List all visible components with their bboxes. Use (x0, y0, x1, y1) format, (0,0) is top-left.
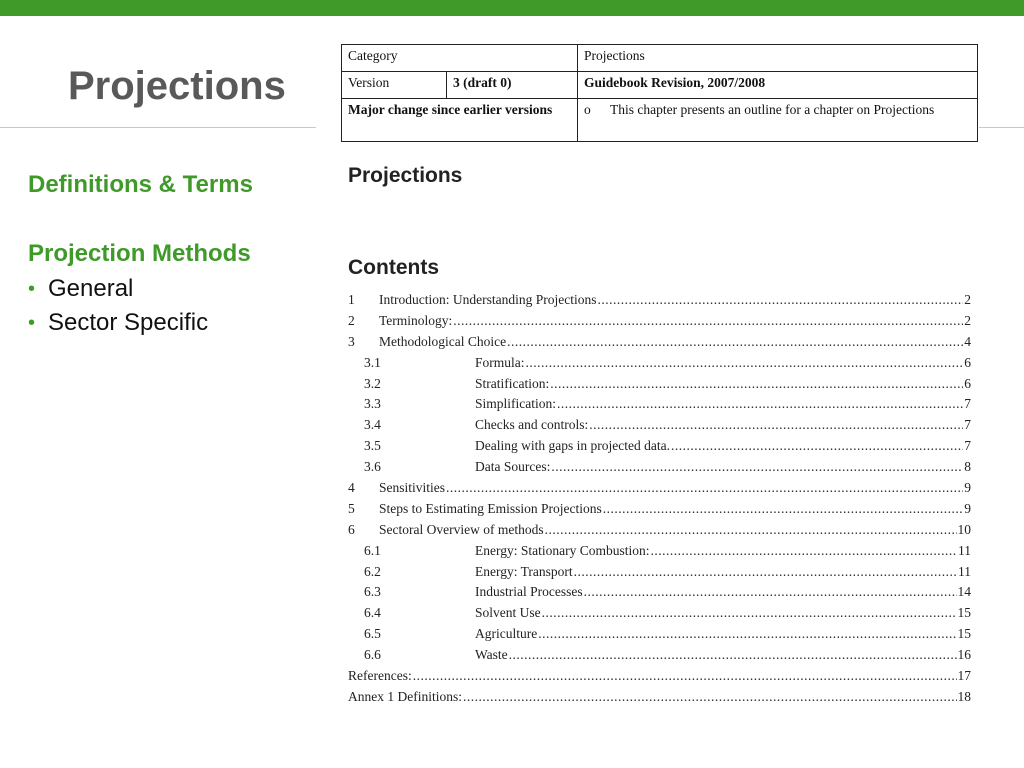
toc-entry (348, 438, 971, 459)
toc-page-number: 7 (964, 438, 971, 454)
toc-entry (348, 417, 971, 438)
table-row (342, 72, 978, 99)
toc-leader-dots (463, 689, 957, 705)
toc-entry (348, 396, 971, 417)
document-title: Projections (348, 164, 463, 187)
toc-label: Methodological Choice (379, 333, 507, 349)
toc-entry (348, 564, 971, 585)
projection-methods-heading: Projection Methods (28, 240, 251, 267)
toc-label: Industrial Processes (475, 584, 583, 600)
toc-page-number: 10 (957, 521, 971, 537)
toc-number: 6.1 (364, 542, 381, 558)
toc-number: 3 (348, 333, 355, 349)
toc-entry (348, 355, 971, 376)
toc-entry (348, 668, 971, 689)
toc-label: Annex 1 Definitions: (348, 688, 462, 704)
toc-leader-dots (542, 605, 957, 621)
toc-number: 2 (348, 312, 355, 328)
toc-number: 6.5 (364, 626, 381, 642)
bullet-item: • General (28, 272, 328, 306)
toc-page-number: 6 (964, 375, 971, 391)
toc-label: Terminology: (379, 312, 453, 328)
methods-bullet-list (28, 272, 328, 340)
toc-page-number: 2 (964, 292, 971, 307)
toc-label: Energy: Transport (475, 563, 573, 579)
toc-page-number: 4 (964, 333, 971, 349)
toc-leader-dots (551, 459, 963, 475)
toc-label: Simplification: (475, 396, 556, 412)
category-value: Projections (578, 45, 978, 72)
toc-leader-dots (651, 543, 958, 559)
toc-entry (348, 376, 971, 397)
toc-page-number: 11 (958, 563, 971, 579)
toc-number: 3.5 (364, 438, 381, 454)
toc-page-number: 7 (964, 417, 971, 433)
toc-page-number: 7 (964, 396, 971, 412)
toc-entry (348, 543, 971, 564)
toc-leader-dots (557, 396, 963, 412)
toc-page-number: 6 (964, 354, 971, 370)
toc-page-number: 16 (957, 647, 971, 663)
toc-leader-dots (538, 626, 956, 642)
toc-entry (348, 313, 971, 334)
toc-page-number: 2 (964, 312, 971, 328)
toc-leader-dots (603, 501, 964, 517)
toc-leader-dots (509, 647, 957, 663)
toc-page-number: 18 (957, 688, 971, 704)
toc-leader-dots (453, 313, 963, 329)
toc-label: Data Sources: (475, 459, 551, 475)
toc-label: Checks and controls: (475, 417, 589, 433)
toc-label: Sectoral Overview of methods (379, 521, 544, 537)
toc-entry (348, 689, 971, 710)
toc-number: 6.6 (364, 647, 381, 663)
toc-leader-dots (550, 376, 963, 392)
toc-number: 1 (348, 292, 355, 307)
toc-label: Solvent Use (475, 605, 541, 621)
toc-entry (348, 584, 971, 605)
toc-label: Dealing with gaps in projected data. (475, 438, 670, 454)
toc-leader-dots (589, 417, 963, 433)
bullet-dot-icon: • (28, 278, 36, 300)
toc-entry (348, 459, 971, 480)
revision-value: Guidebook Revision, 2007/2008 (578, 72, 978, 99)
table-row (342, 45, 978, 72)
toc-leader-dots (507, 334, 963, 350)
toc-leader-dots (526, 355, 964, 371)
toc-label: Energy: Stationary Combustion: (475, 542, 650, 558)
toc-entry (348, 605, 971, 626)
toc-label: Waste (475, 647, 508, 663)
change-label: Major change since earlier versions (342, 99, 578, 142)
bullet-item: • Sector Specific (28, 306, 328, 340)
version-label: Version (342, 72, 447, 99)
toc-number: 6.4 (364, 605, 381, 621)
toc-entry (348, 334, 971, 355)
toc-page-number: 15 (957, 626, 971, 642)
contents-heading: Contents (348, 256, 439, 279)
toc-entry (348, 292, 971, 313)
toc-number: 3.6 (364, 459, 381, 475)
definitions-heading: Definitions & Terms (28, 171, 253, 198)
toc-label: Agriculture (475, 626, 538, 642)
toc-label: Formula: (475, 354, 525, 370)
toc-leader-dots (597, 292, 963, 308)
toc-entry (348, 522, 971, 543)
table-row (342, 99, 978, 142)
toc-label: Steps to Estimating Emission Projections (379, 500, 602, 516)
toc-entry (348, 626, 971, 647)
toc-entry (348, 501, 971, 522)
toc-leader-dots (545, 522, 957, 538)
toc-page-number: 14 (957, 584, 971, 600)
change-cell (578, 99, 978, 142)
toc-label: References: (348, 668, 412, 684)
slide-title: Projections (68, 64, 286, 108)
toc-page-number: 9 (964, 500, 971, 516)
toc-label: Introduction: Understanding Projections (379, 292, 597, 307)
category-label: Category (342, 45, 578, 72)
toc-number: 6 (348, 521, 355, 537)
title-divider-right (978, 127, 1024, 128)
toc-entry (348, 480, 971, 501)
table-of-contents (348, 292, 971, 710)
left-column (28, 170, 328, 340)
bullet-dot-icon: • (28, 312, 36, 334)
toc-number: 5 (348, 500, 355, 516)
toc-leader-dots (413, 668, 957, 684)
toc-number: 6.2 (364, 563, 381, 579)
toc-number: 3.1 (364, 354, 381, 370)
change-marker: o (584, 102, 591, 117)
toc-label: Sensitivities (379, 480, 446, 496)
toc-page-number: 17 (957, 668, 971, 684)
top-accent-bar (0, 0, 1024, 16)
toc-number: 4 (348, 480, 355, 496)
toc-number: 3.4 (364, 417, 381, 433)
toc-page-number: 11 (958, 542, 971, 558)
document-page (341, 44, 979, 724)
toc-leader-dots (671, 438, 963, 454)
toc-leader-dots (584, 584, 957, 600)
toc-number: 3.2 (364, 375, 381, 391)
toc-leader-dots (574, 564, 957, 580)
toc-leader-dots (446, 480, 963, 496)
change-text: This chapter presents an outline for a chapter on Projections (610, 102, 935, 117)
toc-number: 6.3 (364, 584, 381, 600)
version-value: 3 (draft 0) (447, 72, 578, 99)
toc-page-number: 15 (957, 605, 971, 621)
toc-entry (348, 647, 971, 668)
toc-page-number: 9 (964, 480, 971, 496)
metadata-table (341, 44, 978, 142)
toc-label: Stratification: (475, 375, 550, 391)
title-divider-left (0, 127, 316, 128)
toc-page-number: 8 (964, 459, 971, 475)
toc-number: 3.3 (364, 396, 381, 412)
